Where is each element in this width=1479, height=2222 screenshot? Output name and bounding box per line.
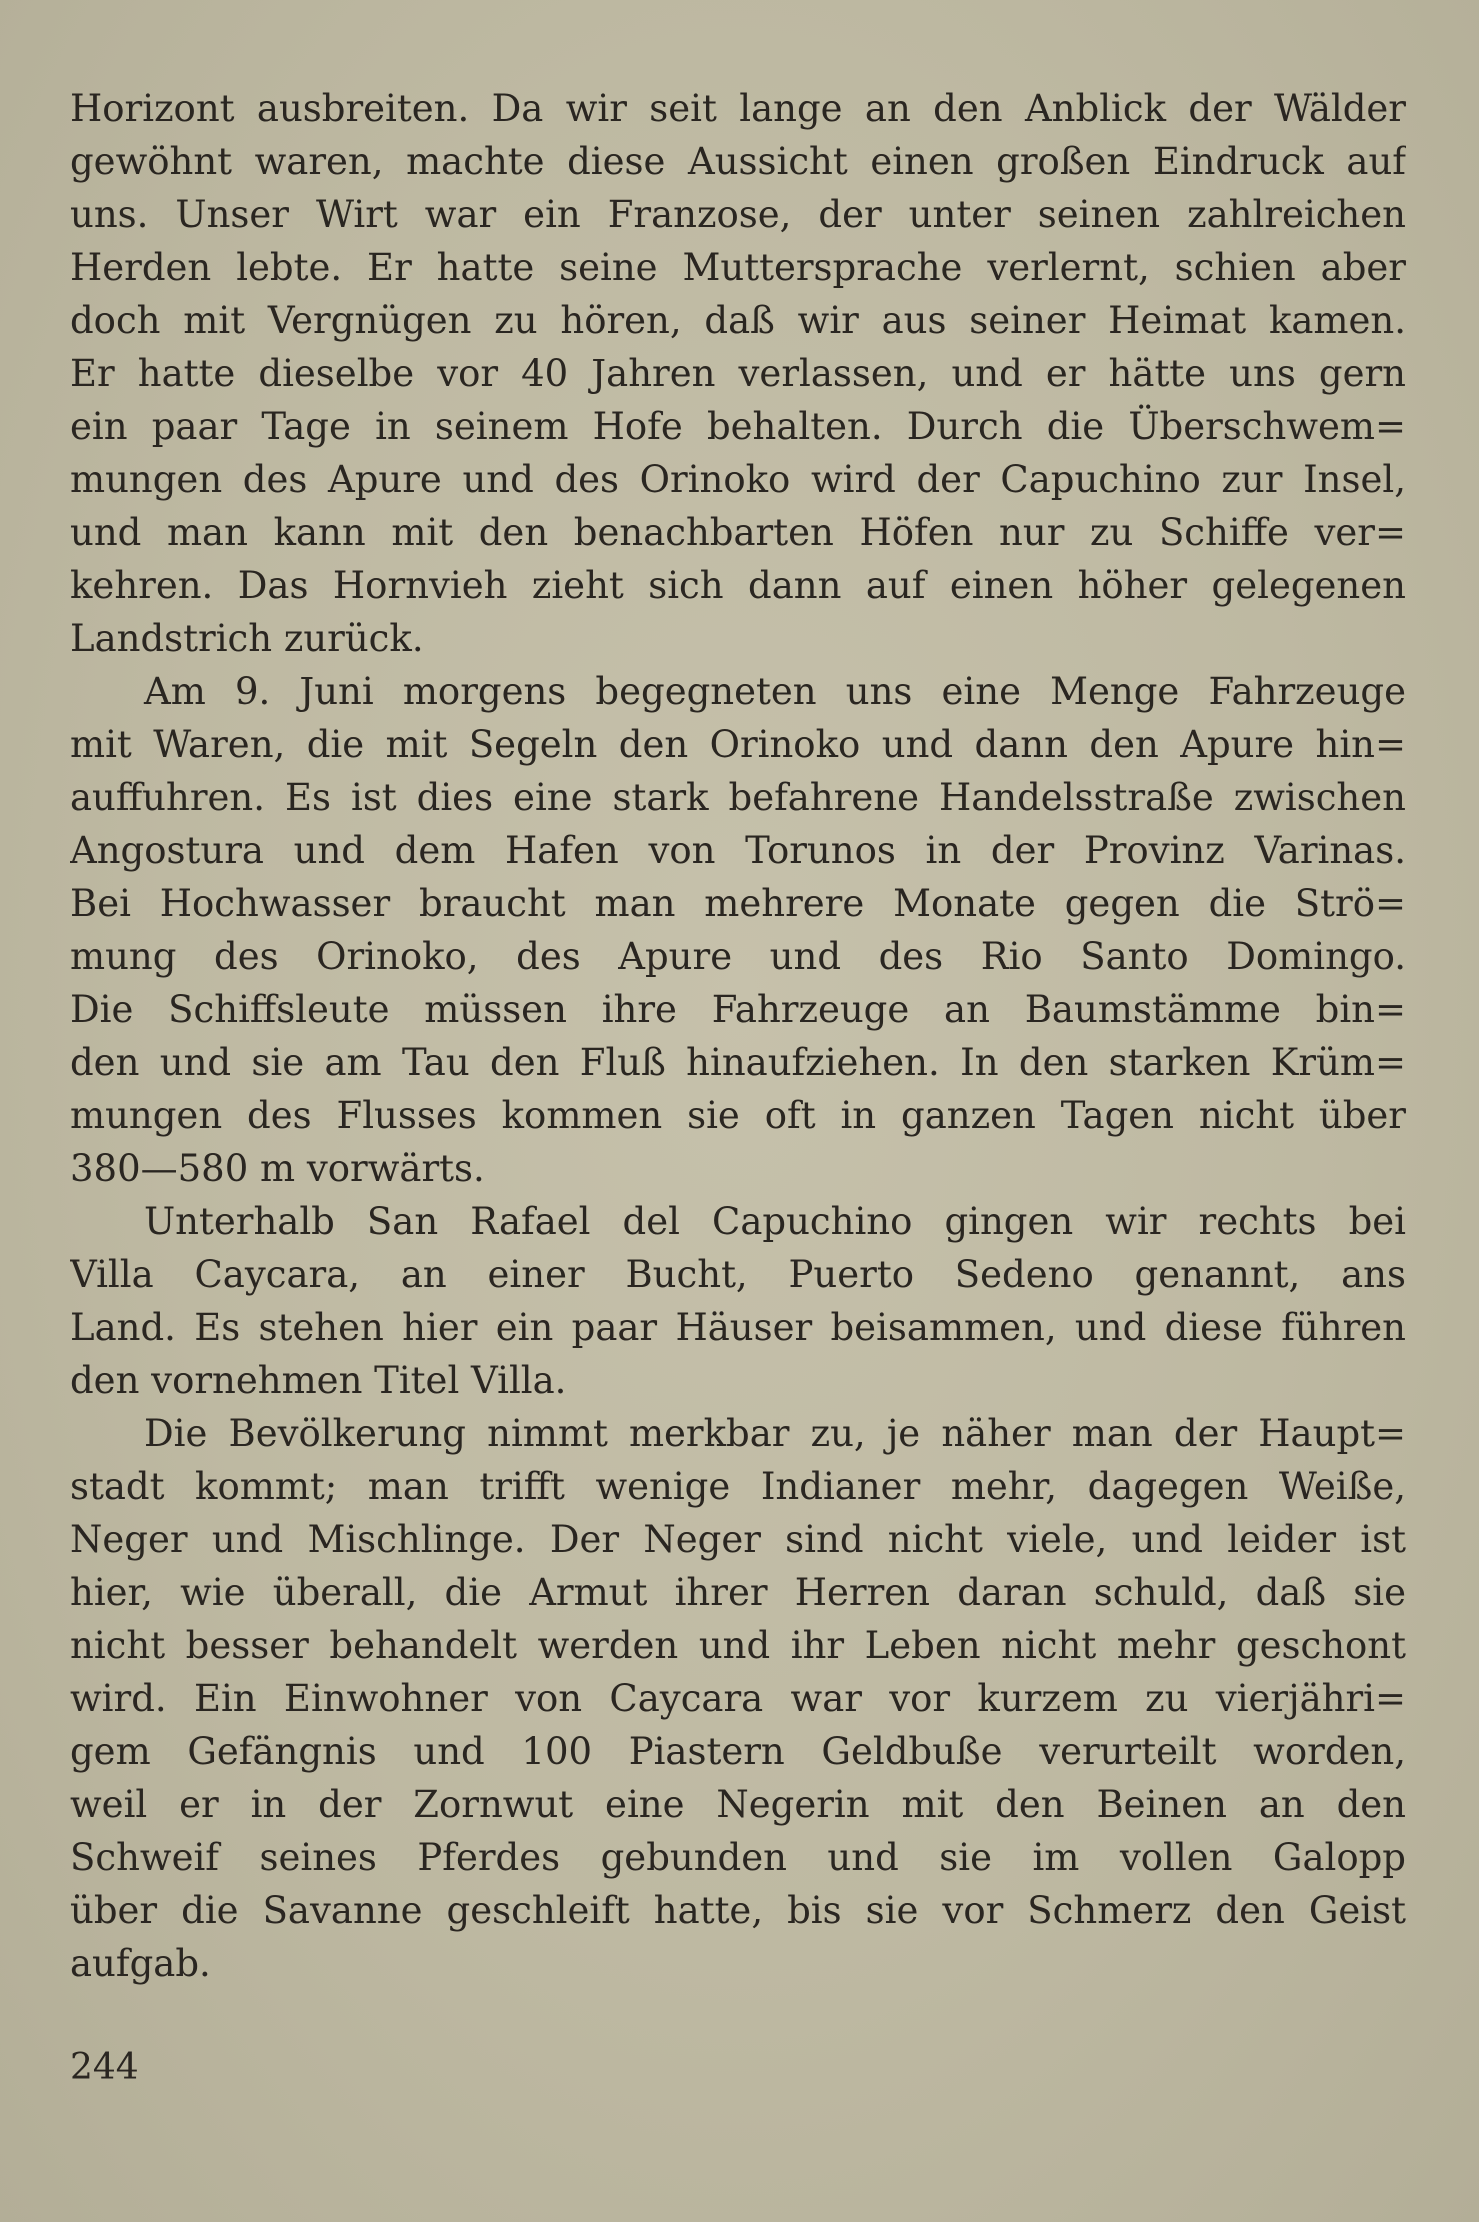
page-number: 244 [70,2047,139,2088]
paragraph [70,665,1406,1195]
text-line: stadt kommt; man trifft wenige Indianer mehr, dagegen Weiße, [70,1465,1406,1508]
text-line: nicht besser behandelt werden und ihr Leben nicht mehr geschont [70,1624,1406,1667]
text-line: Villa Caycara, an einer Bucht, Puerto Sedeno genannt, ans [70,1253,1406,1296]
paragraph [70,1195,1406,1407]
text-line: aufgab. [70,1942,211,1985]
text-line: über die Savanne geschleift hatte, bis sie vor Schmerz den Geist [70,1889,1406,1932]
paragraph [70,82,1406,665]
text-line: Herden lebte. Er hatte seine Muttersprache verlernt, schien aber [70,246,1406,289]
text-line: uns. Unser Wirt war ein Franzose, der unter seinen zahlreichen [70,193,1406,236]
text-line: mungen des Apure und des Orinoko wird der Capuchino zur Insel, [70,458,1406,501]
text-line: Neger und Mischlinge. Der Neger sind nicht viele, und leider ist [70,1518,1406,1561]
text-line: mit Waren, die mit Segeln den Orinoko und dann den Apure hin= [70,723,1406,766]
text-line: den und sie am Tau den Fluß hinaufziehen. In den starken Krüm= [70,1041,1406,1084]
text-line: den vornehmen Titel Villa. [70,1359,567,1402]
text-line: mung des Orinoko, des Apure und des Rio Santo Domingo. [70,935,1406,978]
text-line: auffuhren. Es ist dies eine stark befahrene Handelsstraße zwischen [70,776,1406,819]
text-line: Landstrich zurück. [70,617,424,660]
text-line: Die Schiffsleute müssen ihre Fahrzeuge an Baumstämme bin= [70,988,1406,1031]
text-line: Angostura und dem Hafen von Torunos in der Provinz Varinas. [70,829,1406,872]
text-line: Die Bevölkerung nimmt merkbar zu, je näher man der Haupt= [144,1412,1406,1455]
text-line: Land. Es stehen hier ein paar Häuser beisammen, und diese führen [70,1306,1406,1349]
text-line: 380—580 m vorwärts. [70,1147,485,1190]
text-line: Schweif seines Pferdes gebunden und sie im vollen Galopp [70,1836,1406,1879]
text-line: gewöhnt waren, machte diese Aussicht einen großen Eindruck auf [70,140,1406,183]
text-line: mungen des Flusses kommen sie oft in ganzen Tagen nicht über [70,1094,1406,1137]
paragraph [70,1407,1406,1990]
text-line: Horizont ausbreiten. Da wir seit lange an den Anblick der Wälder [70,87,1406,130]
text-line: ein paar Tage in seinem Hofe behalten. Durch die Überschwem= [70,405,1406,448]
text-line: und man kann mit den benachbarten Höfen nur zu Schiffe ver= [70,511,1406,554]
text-line: Er hatte dieselbe vor 40 Jahren verlassen, und er hätte uns gern [70,352,1406,395]
text-line: wird. Ein Einwohner von Caycara war vor kurzem zu vierjähri= [70,1677,1406,1720]
text-line: hier, wie überall, die Armut ihrer Herren daran schuld, daß sie [70,1571,1406,1614]
text-line: Am 9. Juni morgens begegneten uns eine Menge Fahrzeuge [144,670,1406,713]
text-line: gem Gefängnis und 100 Piastern Geldbuße verurteilt worden, [70,1730,1406,1773]
body-text [70,82,1406,1990]
text-line: kehren. Das Hornvieh zieht sich dann auf einen höher gelegenen [70,564,1406,607]
text-line: weil er in der Zornwut eine Negerin mit den Beinen an den [70,1783,1406,1826]
text-line: doch mit Vergnügen zu hören, daß wir aus seiner Heimat kamen. [70,299,1406,342]
text-line: Unterhalb San Rafael del Capuchino gingen wir rechts bei [144,1200,1406,1243]
text-line: Bei Hochwasser braucht man mehrere Monate gegen die Strö= [70,882,1406,925]
